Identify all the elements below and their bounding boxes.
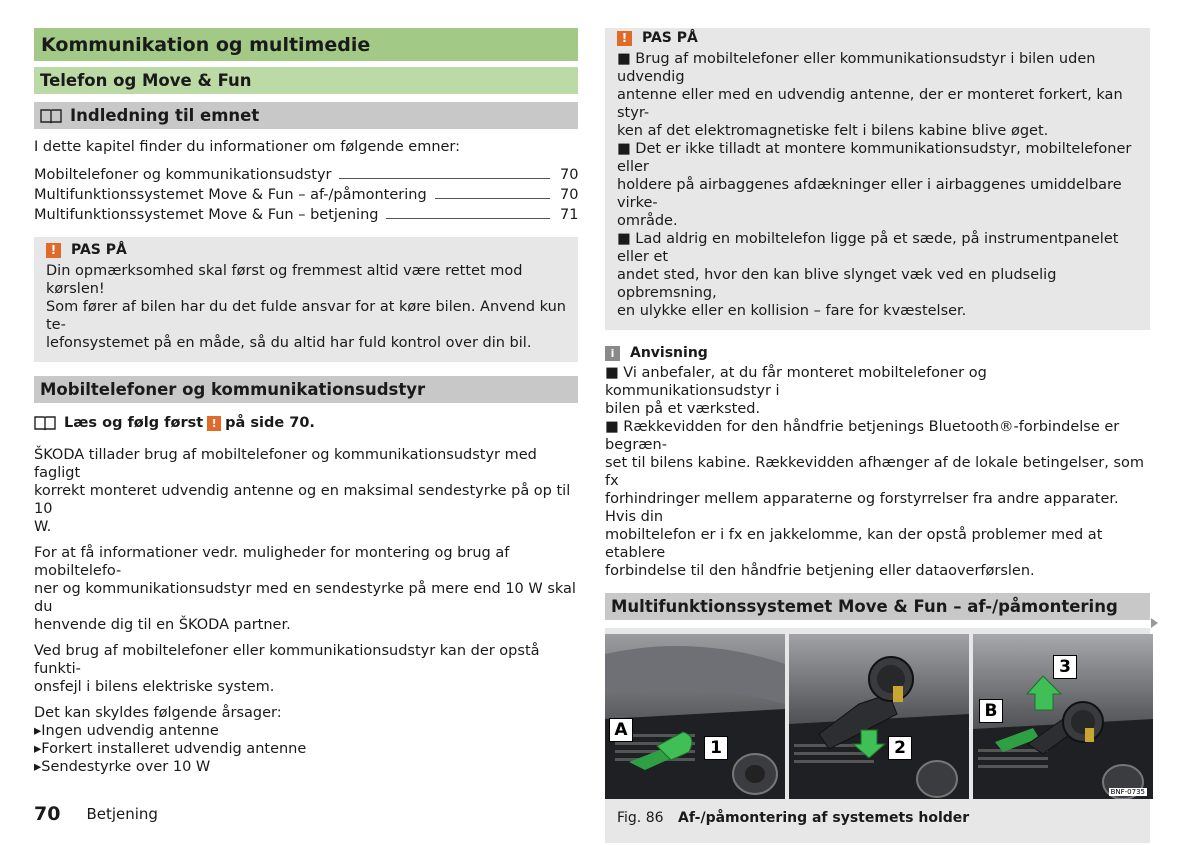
warning-line: Som fører af bilen har du det fulde ansvar for at køre bilen. Anvend kun te- <box>46 299 566 333</box>
figure-caption-text: Af-/påmontering af systemets holder <box>677 810 970 826</box>
warning-header <box>617 29 1138 47</box>
info-icon: i <box>605 346 620 361</box>
note-line: set til bilens kabine. Rækkevidden afhænger af de lokale betingelser, som fx <box>605 455 1145 489</box>
figure-panel-1 <box>605 634 785 799</box>
left-column <box>34 28 578 776</box>
note-line: forhindringer mellem apparaterne og forstyrrelser fra andre apparater. Hvis din <box>605 491 1119 525</box>
toc-item-page: 71 <box>560 207 579 223</box>
list-item: ▸Ingen udvendig antenne <box>34 723 219 739</box>
figure-label-a: A <box>609 718 633 742</box>
warning-line: Din opmærksomhed skal først og fremmest altid være rettet mod kørslen! <box>46 263 523 297</box>
toc-item-label: Multifunktionssystemet Move & Fun – betjening <box>34 207 379 223</box>
note-line: ■ Rækkevidden for den håndfrie betjenings Bluetooth®-forbindelse er begræn- <box>605 419 1120 453</box>
warning-line: en ulykke eller en kollision – fare for kvæstelser. <box>617 303 967 319</box>
triangle-bullet-icon: ▸ <box>34 759 42 775</box>
figure-label-3: 3 <box>1053 655 1077 679</box>
figure-label-2: 2 <box>888 736 912 760</box>
figure-label-1: 1 <box>704 736 728 760</box>
note-box <box>605 344 1150 580</box>
read-first-post: på side 70. <box>225 415 315 431</box>
warning-line: ken af det elektromagnetiske felt i bilens kabine blive øget. <box>617 123 1049 139</box>
warning-line: ■ Det er ikke tilladt at montere kommunikationsudstyr, mobiltelefoner eller <box>617 141 1132 175</box>
intro-text: I dette kapitel finder du informationer om følgende emner: <box>34 139 461 155</box>
warning-line: ■ Brug af mobiltelefoner eller kommunikationsudstyr i bilen uden udvendig <box>617 51 1096 85</box>
section-title: Telefon og Move & Fun <box>34 67 578 94</box>
paragraph-line: ner og kommunikationsudstyr med en sendestyrke på mere end 10 W skal du <box>34 581 576 615</box>
note-title: Anvisning <box>630 345 708 361</box>
warning-icon: ! <box>207 416 221 431</box>
note-header <box>605 344 1150 362</box>
toc-item[interactable] <box>34 205 578 225</box>
book-icon <box>34 415 56 431</box>
warning-body <box>617 50 1138 320</box>
mobile-heading <box>34 376 578 403</box>
warning-box <box>34 237 578 362</box>
page-number: 70 <box>34 803 61 825</box>
toc-item[interactable] <box>34 165 578 185</box>
triangle-bullet-icon: ▸ <box>34 723 42 739</box>
note-body <box>605 364 1150 580</box>
toc-leader <box>435 198 550 199</box>
warning-title: PAS PÅ <box>71 242 127 258</box>
causes-list <box>34 704 578 776</box>
warning-line: holdere på airbaggenes afdækninger eller i airbaggenes umiddelbare virke- <box>617 177 1122 211</box>
warning-line: andet sted, hvor den kan blive slynget væk ved en pludselig opbremsning, <box>617 267 1057 301</box>
movefun-heading-label: Multifunktionssystemet Move & Fun – af-/påmontering <box>611 596 1118 616</box>
list-item: ▸Forkert installeret udvendig antenne <box>34 741 307 757</box>
warning-body <box>46 262 566 352</box>
toc-list <box>34 165 578 225</box>
warning-line: lefonsystemet på en måde, så du altid har fuld kontrol over din bil. <box>46 335 532 351</box>
warning-line: område. <box>617 213 678 229</box>
read-first-link[interactable] <box>34 413 578 433</box>
book-icon <box>40 108 62 124</box>
paragraph-line: ŠKODA tillader brug af mobiltelefoner og kommunikationsudstyr med fagligt <box>34 447 537 481</box>
figure-label-b: B <box>979 699 1003 723</box>
paragraph-line: henvende dig til en ŠKODA partner. <box>34 617 291 633</box>
note-line: bilen på et værksted. <box>605 401 761 417</box>
warning-line: antenne eller med en udvendig antenne, der er monteret forkert, kan styr- <box>617 87 1123 121</box>
warning-title: PAS PÅ <box>642 30 698 46</box>
page-footer <box>34 803 158 825</box>
intro-heading-label: Indledning til emnet <box>70 105 260 125</box>
causes-intro: Det kan skyldes følgende årsager: <box>34 705 282 721</box>
toc-item-label: Mobiltelefoner og kommunikationsudstyr <box>34 167 332 183</box>
figure <box>605 628 1150 843</box>
paragraph <box>34 642 578 696</box>
read-first-pre: Læs og følg først <box>64 415 204 431</box>
note-line: ■ Vi anbefaler, at du får monteret mobiltelefoner og kommunikationsudstyr i <box>605 365 987 399</box>
triangle-bullet-icon: ▸ <box>34 741 42 757</box>
figure-panel-2 <box>789 634 969 799</box>
paragraph-line: onsfejl i bilens elektriske system. <box>34 679 275 695</box>
paragraph <box>34 446 578 536</box>
toc-item-page: 70 <box>560 167 579 183</box>
figure-code: BNF-0735 <box>1110 788 1145 796</box>
chapter-title: Kommunikation og multimedie <box>34 28 578 61</box>
footer-section: Betjening <box>86 805 158 823</box>
paragraph-line: For at få informationer vedr. muligheder for montering og brug af mobiltelefo- <box>34 545 510 579</box>
paragraph-line: Ved brug af mobiltelefoner eller kommunikationsudstyr kan der opstå funkti- <box>34 643 540 677</box>
toc-item-label: Multifunktionssystemet Move & Fun – af-/påmontering <box>34 187 427 203</box>
mobile-heading-label: Mobiltelefoner og kommunikationsudstyr <box>40 379 426 399</box>
toc-leader <box>386 218 550 219</box>
warning-icon: ! <box>617 31 632 46</box>
toc-item[interactable] <box>34 185 578 205</box>
continue-arrow-icon <box>1151 618 1158 628</box>
paragraph-line: korrekt monteret udvendig antenne og en maksimal sendestyrke på op til 10 <box>34 483 571 517</box>
note-line: forbindelse til den håndfrie betjening eller dataoverførslen. <box>605 563 1035 579</box>
warning-icon: ! <box>46 243 61 258</box>
warning-header <box>46 241 566 259</box>
paragraph-line: W. <box>34 519 52 535</box>
warning-box <box>605 28 1150 330</box>
paragraph <box>34 544 578 634</box>
toc-leader <box>339 178 550 179</box>
warning-line: ■ Lad aldrig en mobiltelefon ligge på et sæde, på instrumentpanelet eller et <box>617 231 1119 265</box>
intro-heading <box>34 102 578 129</box>
toc-item-page: 70 <box>560 187 579 203</box>
figure-caption <box>617 808 969 828</box>
right-column <box>605 28 1150 843</box>
list-item: ▸Sendestyrke over 10 W <box>34 759 211 775</box>
movefun-heading <box>605 593 1150 620</box>
figure-number: Fig. 86 <box>617 810 664 826</box>
note-line: mobiltelefon er i fx en jakkelomme, kan der opstå problemer med at etablere <box>605 527 1103 561</box>
